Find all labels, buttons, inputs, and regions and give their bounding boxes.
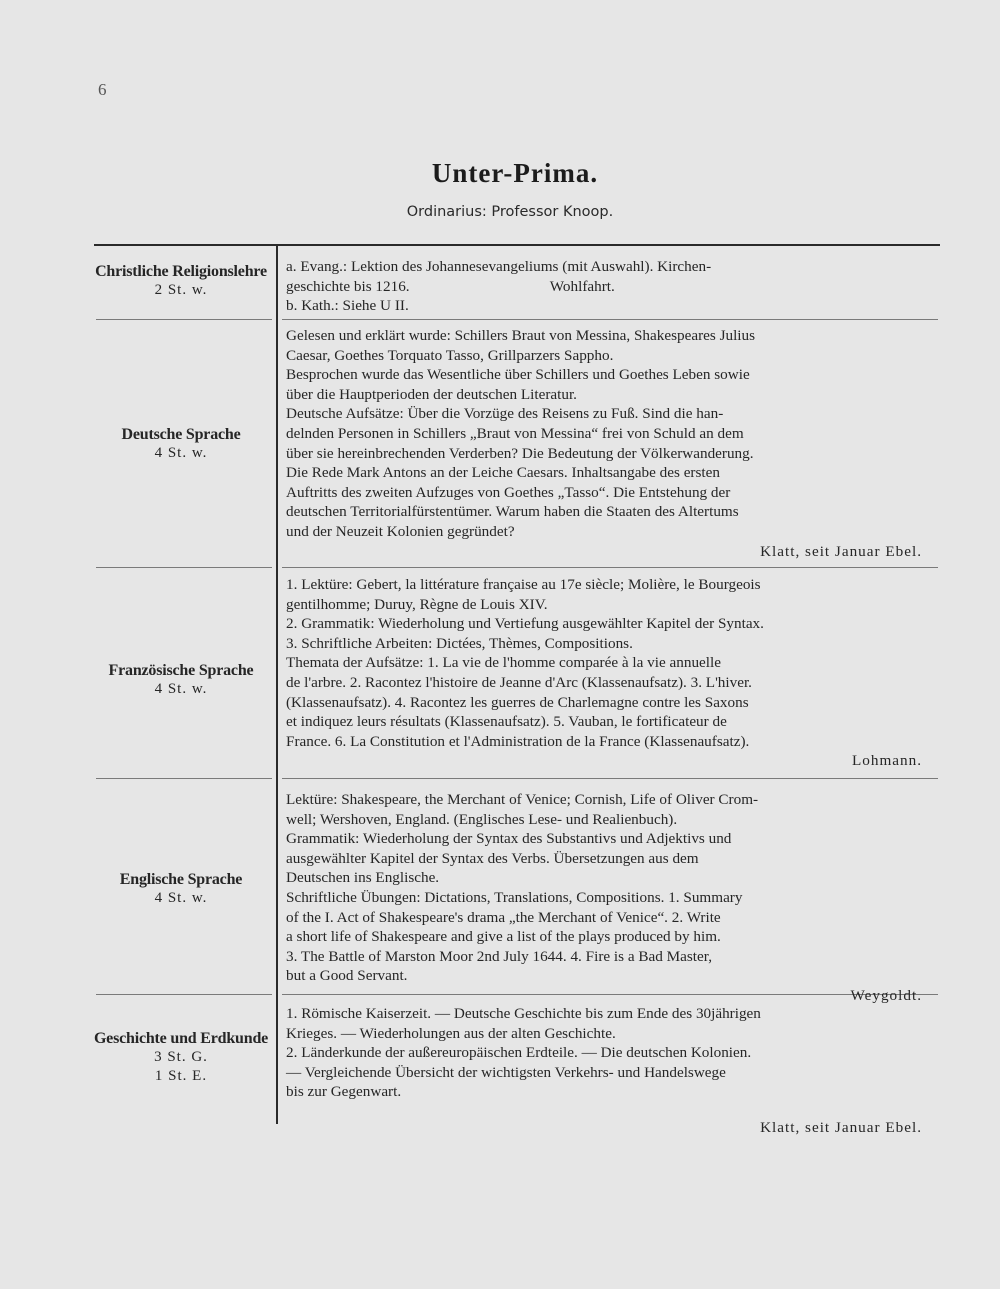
ordinarius-line: Ordinarius: Professor Knoop. xyxy=(406,204,614,220)
subject-hours: 4 St. w. xyxy=(154,890,208,906)
content-line: 2. Länderkunde der außereuropäischen Erdteile. — Die deutschen Kolonien. xyxy=(286,1044,752,1062)
content-line: Schriftliche Übungen: Dictations, Translations, Compositions. 1. Summary xyxy=(286,888,743,906)
content-religion xyxy=(286,257,940,316)
column-divider xyxy=(276,246,278,1124)
subject-hours: 4 St. w. xyxy=(154,445,208,461)
content-line: Krieges. — Wiederholungen aus der alten Geschichte. xyxy=(286,1024,616,1042)
content-line: a short life of Shakespeare and give a list of the plays produced by him. xyxy=(286,928,721,946)
row-separator xyxy=(282,319,938,320)
teacher-name: Klatt, seit Januar Ebel. xyxy=(760,1118,922,1136)
page-number: 6 xyxy=(98,80,107,99)
content-line: gentilhomme; Duruy, Règne de Louis XIV. xyxy=(286,595,548,613)
content-line: 2. Grammatik: Wiederholung und Vertiefung ausgewählter Kapitel der Syntax. xyxy=(286,615,764,633)
subject-name: Christliche Religionslehre xyxy=(95,263,267,280)
content-line: France. 6. La Constitution et l'Administration de la France (Klassenaufsatz). xyxy=(286,732,750,750)
content-line: of the I. Act of Shakespeare's drama „the Merchant of Venice“. 2. Write xyxy=(286,908,721,926)
content-line: Caesar, Goethes Torquato Tasso, Grillparzers Sappho. xyxy=(286,346,614,364)
subject-history-geography xyxy=(86,1029,276,1086)
teacher-name: Lohmann. xyxy=(851,752,922,770)
content-line: b. Kath.: Siehe U II. xyxy=(286,297,409,315)
content-line: geschichte bis 1216. Wohlfahrt. xyxy=(286,277,615,295)
content-line: Die Rede Mark Antons an der Leiche Caesars. Inhaltsangabe des ersten xyxy=(286,464,720,482)
content-history-geography xyxy=(286,1004,940,1138)
subject-english xyxy=(86,870,276,908)
page-title: Unter-Prima. xyxy=(431,158,599,188)
subject-name: Französische Sprache xyxy=(108,662,254,679)
content-line: et indiquez leurs résultats (Klassenaufsatz). 5. Vauban, le fortificateur de xyxy=(286,713,727,731)
content-line: deutschen Territorialfürstentümer. Warum haben die Staaten des Altertums xyxy=(286,503,739,521)
content-line: Deutschen ins Englische. xyxy=(286,869,440,887)
subject-hours: 1 St. E. xyxy=(154,1068,208,1084)
content-line: but a Good Servant. xyxy=(286,967,408,985)
subject-french xyxy=(86,661,276,699)
content-line: 1. Lektüre: Gebert, la littérature française au 17e siècle; Molière, le Bourgeois xyxy=(286,576,761,593)
subject-name: Englische Sprache xyxy=(119,871,243,888)
content-line: delnden Personen in Schillers „Braut von Messina“ frei von Schuld an dem xyxy=(286,424,744,442)
subject-name: Geschichte und Erdkunde xyxy=(93,1030,269,1047)
content-line: a. Evang.: Lektion des Johannesevangeliums (mit Auswahl). Kirchen- xyxy=(286,258,712,275)
subject-hours: 4 St. w. xyxy=(154,681,208,697)
content-line: Deutsche Aufsätze: Über die Vorzüge des Reisens zu Fuß. Sind die han- xyxy=(286,405,724,423)
content-line: Auftritts des zweiten Aufzuges von Goethes „Tasso“. Die Entstehung der xyxy=(286,483,731,501)
table-top-rule xyxy=(94,244,940,246)
teacher-name: Klatt, seit Januar Ebel. xyxy=(760,542,922,560)
subject-german xyxy=(86,425,276,463)
row-separator xyxy=(96,319,272,320)
content-line: well; Wershoven, England. (Englisches Lese- und Realienbuch). xyxy=(286,810,678,828)
content-line: ausgewählter Kapitel der Syntax des Verbs. Übersetzungen aus dem xyxy=(286,849,699,867)
content-line: Besprochen wurde das Wesentliche über Schillers und Goethes Leben sowie xyxy=(286,366,750,384)
row-separator xyxy=(282,778,938,779)
content-line: bis zur Gegenwart. xyxy=(286,1083,402,1101)
content-line: und der Neuzeit Kolonien gegründet? xyxy=(286,522,515,540)
subject-hours: 3 St. G. xyxy=(154,1049,208,1065)
content-line: Gelesen und erklärt wurde: Schillers Braut von Messina, Shakespeares Julius xyxy=(286,327,756,344)
teacher-name: Weygoldt. xyxy=(850,986,922,1004)
content-line: (Klassenaufsatz). 4. Racontez les guerres de Charlemagne contre les Saxons xyxy=(286,693,749,711)
content-line: über sie hereinbrechenden Verderben? Die Bedeutung der Völkerwanderung. xyxy=(286,444,754,462)
row-separator xyxy=(96,567,272,568)
content-line: — Vergleichende Übersicht der wichtigsten Verkehrs- und Handelswege xyxy=(286,1063,726,1081)
content-line: über die Hauptperioden der deutschen Literatur. xyxy=(286,385,577,403)
content-line: Grammatik: Wiederholung der Syntax des Substantivs und Adjektivs und xyxy=(286,830,732,848)
content-line: 3. Schriftliche Arbeiten: Dictées, Thèmes, Compositions. xyxy=(286,634,633,652)
content-line: Lektüre: Shakespeare, the Merchant of Venice; Cornish, Life of Oliver Crom- xyxy=(286,791,759,808)
content-line: Themata der Aufsätze: 1. La vie de l'homme comparée à la vie annuelle xyxy=(286,654,721,672)
row-separator xyxy=(96,994,272,995)
content-line: 3. The Battle of Marston Moor 2nd July 1644. 4. Fire is a Bad Master, xyxy=(286,947,712,965)
content-german xyxy=(286,326,940,561)
content-line: de l'arbre. 2. Racontez l'histoire de Jeanne d'Arc (Klassenaufsatz). 3. L'hiver. xyxy=(286,673,752,691)
content-line: 1. Römische Kaiserzeit. — Deutsche Geschichte bis zum Ende des 30jährigen xyxy=(286,1005,761,1022)
content-french xyxy=(286,575,940,771)
subject-name: Deutsche Sprache xyxy=(121,426,241,443)
subject-religion xyxy=(86,262,276,300)
row-separator xyxy=(282,567,938,568)
subject-hours: 2 St. w. xyxy=(154,282,208,298)
content-english xyxy=(286,790,940,1006)
row-separator xyxy=(96,778,272,779)
